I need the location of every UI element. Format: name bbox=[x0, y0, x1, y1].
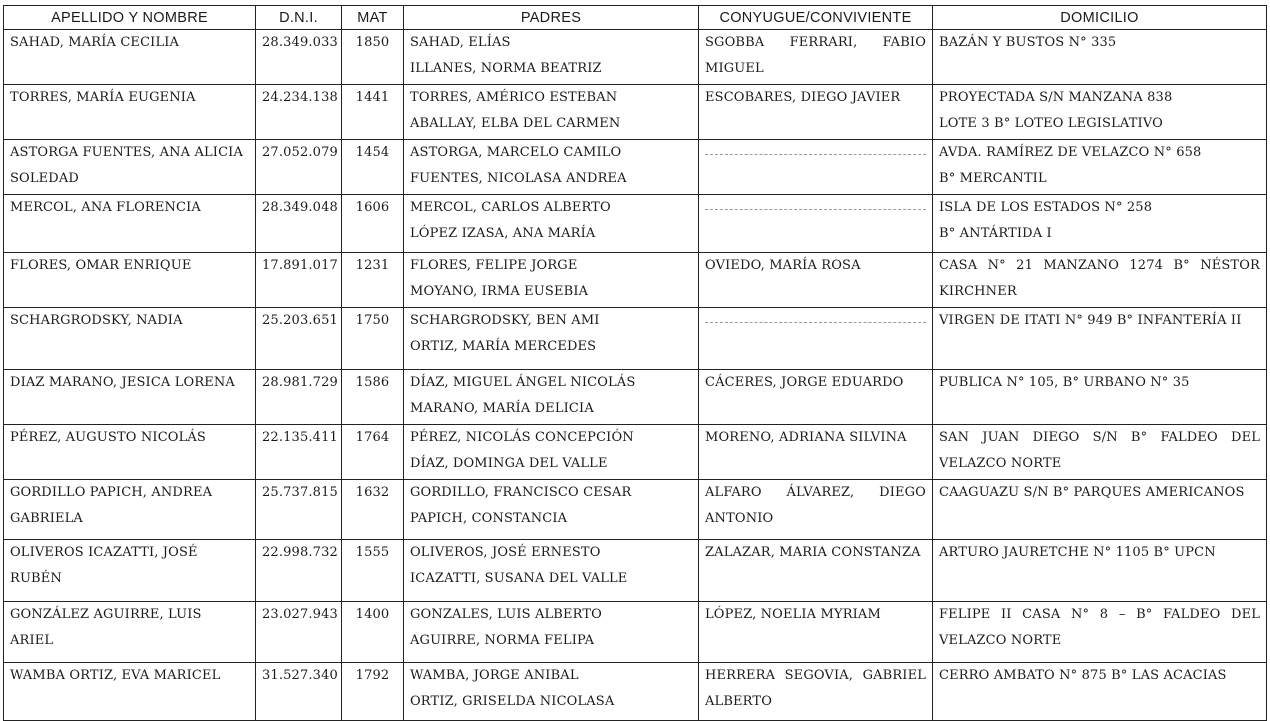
empty-dash-line bbox=[705, 209, 926, 211]
cell-line: ABALLAY, ELBA DEL CARMEN bbox=[410, 116, 621, 131]
cell-address bbox=[933, 308, 1267, 370]
table-row bbox=[4, 663, 1267, 721]
cell-name bbox=[4, 540, 256, 602]
cell-address bbox=[933, 425, 1267, 480]
cell-spouse bbox=[699, 540, 933, 602]
cell-dni: 23.027.943 bbox=[256, 602, 342, 663]
cell-parents bbox=[404, 663, 699, 721]
header-row bbox=[4, 6, 1267, 30]
cell-mat: 1454 bbox=[342, 140, 404, 195]
cell-spouse bbox=[699, 253, 933, 308]
cell-line: B° ANTÁRTIDA I bbox=[939, 226, 1052, 241]
cell-parents bbox=[404, 140, 699, 195]
cell-address bbox=[933, 602, 1267, 663]
cell-line: PUBLICA N° 105, B° URBANO N° 35 bbox=[939, 375, 1190, 390]
cell-dni: 28.349.033 bbox=[256, 30, 342, 85]
cell-line: GORDILLO PAPICH, ANDREA bbox=[10, 485, 213, 500]
cell-address bbox=[933, 480, 1267, 540]
cell-spouse bbox=[699, 480, 933, 540]
cell-mat: 1606 bbox=[342, 195, 404, 253]
cell-line: CAAGUAZU S/N B° PARQUES AMERICANOS bbox=[939, 485, 1245, 500]
cell-name bbox=[4, 195, 256, 253]
cell-line: MERCOL, CARLOS ALBERTO bbox=[410, 200, 611, 215]
header-address: DOMICILIO bbox=[933, 6, 1267, 30]
cell-line: DÍAZ, DOMINGA DEL VALLE bbox=[410, 456, 608, 471]
cell-line: WAMBA ORTIZ, EVA MARICEL bbox=[10, 668, 221, 683]
cell-address bbox=[933, 663, 1267, 721]
cell-dni: 25.203.651 bbox=[256, 308, 342, 370]
cell-spouse bbox=[699, 663, 933, 721]
cell-name bbox=[4, 425, 256, 480]
cell-line: SCHARGRODSKY, NADIA bbox=[10, 313, 183, 328]
cell-mat: 1850 bbox=[342, 30, 404, 85]
cell-mat: 1764 bbox=[342, 425, 404, 480]
cell-address bbox=[933, 85, 1267, 140]
cell-line: SOLEDAD bbox=[10, 171, 79, 186]
cell-line: SCHARGRODSKY, BEN AMI bbox=[410, 313, 600, 328]
cell-line: ICAZATTI, SUSANA DEL VALLE bbox=[410, 571, 628, 586]
cell-line: PAPICH, CONSTANCIA bbox=[410, 511, 568, 526]
cell-line: FELIPE II CASA N° 8 – B° FALDEO DEL bbox=[939, 607, 1260, 622]
cell-line: SGOBBA FERRARI, FABIO bbox=[705, 35, 926, 50]
cell-line: MERCOL, ANA FLORENCIA bbox=[10, 200, 201, 215]
cell-line: ISLA DE LOS ESTADOS N° 258 bbox=[939, 200, 1153, 215]
table-row bbox=[4, 253, 1267, 308]
cell-parents bbox=[404, 370, 699, 425]
cell-line: HERRERA SEGOVIA, GABRIEL bbox=[705, 668, 926, 683]
cell-line: ALBERTO bbox=[705, 694, 773, 709]
cell-line: RUBÉN bbox=[10, 571, 62, 586]
cell-name bbox=[4, 602, 256, 663]
cell-line: FLORES, OMAR ENRIQUE bbox=[10, 258, 192, 273]
cell-line: ANTONIO bbox=[705, 511, 774, 526]
cell-line: DIAZ MARANO, JESICA LORENA bbox=[10, 375, 235, 390]
table-row bbox=[4, 602, 1267, 663]
cell-spouse bbox=[699, 85, 933, 140]
cell-line: ASTORGA, MARCELO CAMILO bbox=[410, 145, 622, 160]
cell-line: KIRCHNER bbox=[939, 284, 1017, 299]
cell-mat: 1632 bbox=[342, 480, 404, 540]
cell-line: LOTE 3 B° LOTEO LEGISLATIVO bbox=[939, 116, 1163, 131]
cell-line: GORDILLO, FRANCISCO CESAR bbox=[410, 485, 632, 500]
table-row bbox=[4, 370, 1267, 425]
cell-dni: 28.349.048 bbox=[256, 195, 342, 253]
cell-dni: 24.234.138 bbox=[256, 85, 342, 140]
cell-parents bbox=[404, 30, 699, 85]
cell-spouse bbox=[699, 308, 933, 370]
cell-dni: 22.998.732 bbox=[256, 540, 342, 602]
cell-address bbox=[933, 195, 1267, 253]
cell-parents bbox=[404, 253, 699, 308]
cell-line: LÓPEZ, NOELIA MYRIAM bbox=[705, 607, 881, 622]
cell-mat: 1586 bbox=[342, 370, 404, 425]
header-mat: MAT bbox=[342, 6, 404, 30]
cell-dni: 25.737.815 bbox=[256, 480, 342, 540]
cell-line: ESCOBARES, DIEGO JAVIER bbox=[705, 90, 901, 105]
cell-mat: 1555 bbox=[342, 540, 404, 602]
cell-name bbox=[4, 30, 256, 85]
cell-line: MARANO, MARÍA DELICIA bbox=[410, 401, 594, 416]
cell-line: ZALAZAR, MARIA CONSTANZA bbox=[705, 545, 921, 560]
table-row bbox=[4, 195, 1267, 253]
cell-line: TORRES, AMÉRICO ESTEBAN bbox=[410, 90, 618, 105]
cell-name bbox=[4, 140, 256, 195]
cell-line: PÉREZ, NICOLÁS CONCEPCIÓN bbox=[410, 430, 634, 445]
cell-mat: 1750 bbox=[342, 308, 404, 370]
cell-line: ALFARO ÁLVAREZ, DIEGO bbox=[705, 485, 926, 500]
cell-mat: 1441 bbox=[342, 85, 404, 140]
document-sheet bbox=[3, 5, 1267, 721]
cell-mat: 1231 bbox=[342, 253, 404, 308]
cell-line: ARIEL bbox=[10, 633, 54, 648]
cell-address bbox=[933, 370, 1267, 425]
table-row bbox=[4, 140, 1267, 195]
cell-line: VELAZCO NORTE bbox=[939, 633, 1062, 648]
table-row bbox=[4, 85, 1267, 140]
cell-parents bbox=[404, 602, 699, 663]
cell-line: VELAZCO NORTE bbox=[939, 456, 1062, 471]
cell-spouse bbox=[699, 370, 933, 425]
header-parents: PADRES bbox=[404, 6, 699, 30]
table-row bbox=[4, 308, 1267, 370]
cell-line: SAHAD, MARÍA CECILIA bbox=[10, 35, 180, 50]
cell-line: MORENO, ADRIANA SILVINA bbox=[705, 430, 907, 445]
cell-name bbox=[4, 85, 256, 140]
cell-address bbox=[933, 253, 1267, 308]
cell-mat: 1792 bbox=[342, 663, 404, 721]
cell-line: TORRES, MARÍA EUGENIA bbox=[10, 90, 196, 105]
cell-line: ORTIZ, GRISELDA NICOLASA bbox=[410, 694, 615, 709]
cell-spouse bbox=[699, 602, 933, 663]
cell-line: AVDA. RAMÍREZ DE VELAZCO N° 658 bbox=[939, 145, 1202, 160]
cell-spouse bbox=[699, 30, 933, 85]
cell-line: BAZÁN Y BUSTOS N° 335 bbox=[939, 35, 1117, 50]
cell-line: CÁCERES, JORGE EDUARDO bbox=[705, 375, 904, 390]
cell-name bbox=[4, 308, 256, 370]
cell-dni: 28.981.729 bbox=[256, 370, 342, 425]
cell-line: ORTIZ, MARÍA MERCEDES bbox=[410, 339, 597, 354]
header-name: APELLIDO Y NOMBRE bbox=[4, 6, 256, 30]
empty-dash-line bbox=[705, 154, 926, 156]
cell-line: OLIVEROS ICAZATTI, JOSÉ bbox=[10, 545, 198, 560]
cell-spouse bbox=[699, 140, 933, 195]
cell-line: ARTURO JAURETCHE N° 1105 B° UPCN bbox=[939, 545, 1216, 560]
cell-parents bbox=[404, 195, 699, 253]
cell-address bbox=[933, 140, 1267, 195]
header-spouse: CONYUGUE/CONVIVIENTE bbox=[699, 6, 933, 30]
cell-spouse bbox=[699, 195, 933, 253]
table-row bbox=[4, 540, 1267, 602]
cell-address bbox=[933, 540, 1267, 602]
cell-line: GONZALES, LUIS ALBERTO bbox=[410, 607, 602, 622]
registry-body bbox=[4, 30, 1267, 721]
cell-line: GABRIELA bbox=[10, 511, 83, 526]
cell-line: LÓPEZ IZASA, ANA MARÍA bbox=[410, 226, 596, 241]
cell-parents bbox=[404, 540, 699, 602]
cell-parents bbox=[404, 425, 699, 480]
cell-line: OLIVEROS, JOSÉ ERNESTO bbox=[410, 545, 601, 560]
cell-line: FUENTES, NICOLASA ANDREA bbox=[410, 171, 627, 186]
cell-line: CASA N° 21 MANZANO 1274 B° NÉSTOR bbox=[939, 258, 1260, 273]
cell-parents bbox=[404, 85, 699, 140]
cell-line: GONZÁLEZ AGUIRRE, LUIS bbox=[10, 607, 202, 622]
cell-parents bbox=[404, 480, 699, 540]
cell-line: AGUIRRE, NORMA FELIPA bbox=[410, 633, 595, 648]
cell-line: ILLANES, NORMA BEATRIZ bbox=[410, 61, 602, 76]
cell-line: CERRO AMBATO N° 875 B° LAS ACACIAS bbox=[939, 668, 1227, 683]
table-row bbox=[4, 425, 1267, 480]
cell-line: SAHAD, ELÍAS bbox=[410, 35, 511, 50]
registry-table bbox=[3, 5, 1267, 721]
table-row bbox=[4, 480, 1267, 540]
cell-name bbox=[4, 480, 256, 540]
cell-name bbox=[4, 663, 256, 721]
table-row bbox=[4, 30, 1267, 85]
cell-parents bbox=[404, 308, 699, 370]
cell-line: ASTORGA FUENTES, ANA ALICIA bbox=[10, 145, 243, 160]
cell-line: VIRGEN DE ITATI N° 949 B° INFANTERÍA II bbox=[939, 313, 1242, 328]
cell-line: MIGUEL bbox=[705, 61, 764, 76]
cell-name bbox=[4, 370, 256, 425]
header-dni: D.N.I. bbox=[256, 6, 342, 30]
cell-dni: 22.135.411 bbox=[256, 425, 342, 480]
cell-line: B° MERCANTIL bbox=[939, 171, 1047, 186]
cell-address bbox=[933, 30, 1267, 85]
cell-spouse bbox=[699, 425, 933, 480]
cell-line: FLORES, FELIPE JORGE bbox=[410, 258, 578, 273]
cell-name bbox=[4, 253, 256, 308]
cell-line: WAMBA, JORGE ANIBAL bbox=[410, 668, 579, 683]
cell-line: SAN JUAN DIEGO S/N B° FALDEO DEL bbox=[939, 430, 1260, 445]
cell-line: PROYECTADA S/N MANZANA 838 bbox=[939, 90, 1173, 105]
cell-mat: 1400 bbox=[342, 602, 404, 663]
cell-line: PÉREZ, AUGUSTO NICOLÁS bbox=[10, 430, 206, 445]
cell-dni: 27.052.079 bbox=[256, 140, 342, 195]
cell-line: DÍAZ, MIGUEL ÁNGEL NICOLÁS bbox=[410, 375, 636, 390]
cell-dni: 17.891.017 bbox=[256, 253, 342, 308]
cell-dni: 31.527.340 bbox=[256, 663, 342, 721]
cell-line: MOYANO, IRMA EUSEBIA bbox=[410, 284, 589, 299]
empty-dash-line bbox=[705, 322, 926, 324]
cell-line: OVIEDO, MARÍA ROSA bbox=[705, 258, 861, 273]
